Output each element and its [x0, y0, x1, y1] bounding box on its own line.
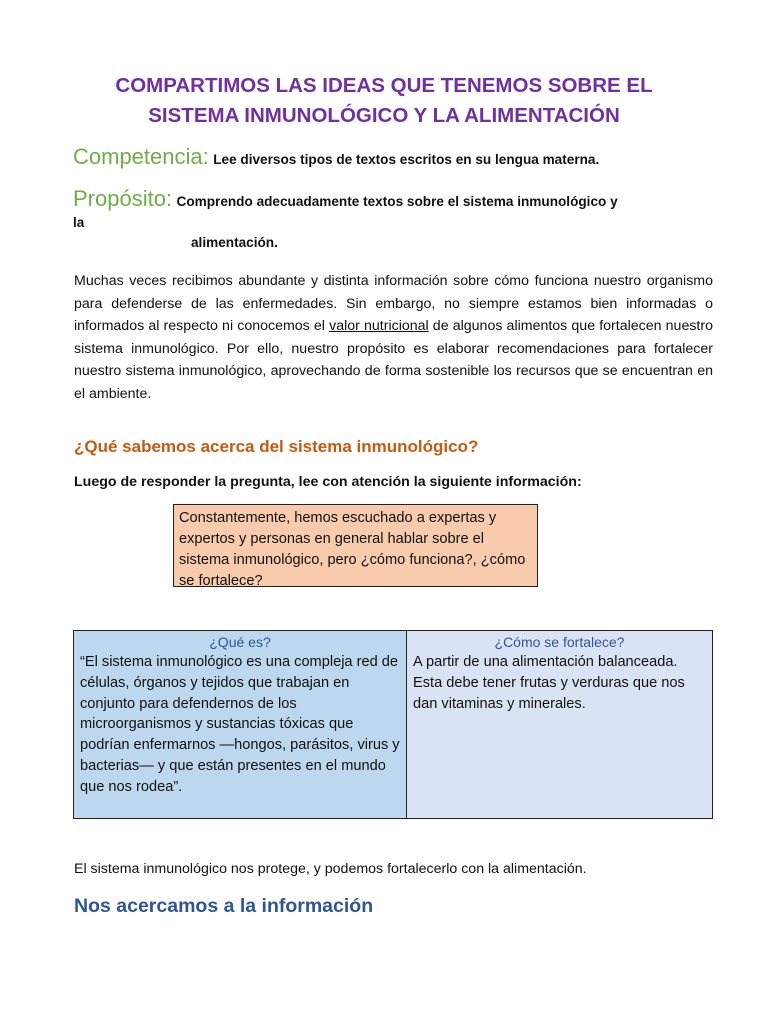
instruction-text: Luego de responder la pregunta, lee con atención la siguiente información: [74, 474, 582, 490]
callout-box: Constantemente, hemos escuchado a expertas y expertos y personas en general hablar sobre el sistema inmunológico, pero ¿cómo funciona?, ¿cómo se fortalece? [173, 504, 538, 587]
info-table [73, 630, 713, 819]
table-header-como-fortalece: ¿Cómo se fortalece? [494, 634, 625, 650]
table-row [74, 631, 713, 819]
proposito-label: Propósito: [73, 186, 173, 211]
intro-text-1: Muchas veces recibimos abundante y distinta información sobre cómo funciona nuestro organismo para defenderse de las enfermedades. Sin embargo, no siempre estamos bien informadas o informados al respecto ni conocemos el [74, 273, 713, 335]
proposito-text-end: alimentación. [191, 235, 278, 250]
competencia-label: Competencia: [73, 144, 209, 169]
table-text-que-es: “El sistema inmunológico es una compleja red de células, órganos y tejidos que trabajan en conjunto para defendernos de los microorganismos y sustancias tóxicas que podrían enfermarnos —hongos, parásitos, virus y bacterias— y que están presentes en el mundo que nos rodea”. [80, 654, 400, 795]
competencia-text: Lee diversos tipos de textos escritos en su lengua materna. [213, 152, 600, 167]
section-heading-next: Nos acercamos a la información [74, 895, 374, 917]
table-text-como-fortalece: A partir de una alimentación balanceada. Esta debe tener frutas y verduras que nos dan vitaminas y minerales. [413, 654, 685, 712]
title-line-1: COMPARTIMOS LAS IDEAS QUE TENEMOS SOBRE EL [115, 74, 653, 97]
table-header-que-es: ¿Qué es? [209, 634, 271, 650]
proposito-text-cont: la [73, 215, 85, 230]
title-line-2: SISTEMA INMUNOLÓGICO Y LA ALIMENTACIÓN [148, 104, 620, 127]
section-heading-question: ¿Qué sabemos acerca del sistema inmunológico? [74, 437, 479, 456]
table-cell-como-fortalece [407, 631, 713, 819]
competencia-row [73, 144, 599, 170]
proposito-text: Comprendo adecuadamente textos sobre el sistema inmunológico y [176, 194, 618, 209]
table-cell-que-es [74, 631, 407, 819]
summary-text: El sistema inmunológico nos protege, y podemos fortalecerlo con la alimentación. [74, 861, 587, 877]
intro-underlined: valor nutricional [329, 318, 429, 335]
intro-paragraph [74, 270, 713, 406]
proposito-row [73, 186, 713, 212]
page-title [60, 71, 708, 131]
intro-text-2: de algunos alimentos que fortalecen nuestro sistema inmunológico. Por ello, nuestro propósito es elaborar recomendaciones para fortalecer nuestro sistema inmunológico, aprovechando de forma sostenible los recursos que se encuentran en el ambiente. [74, 318, 713, 402]
